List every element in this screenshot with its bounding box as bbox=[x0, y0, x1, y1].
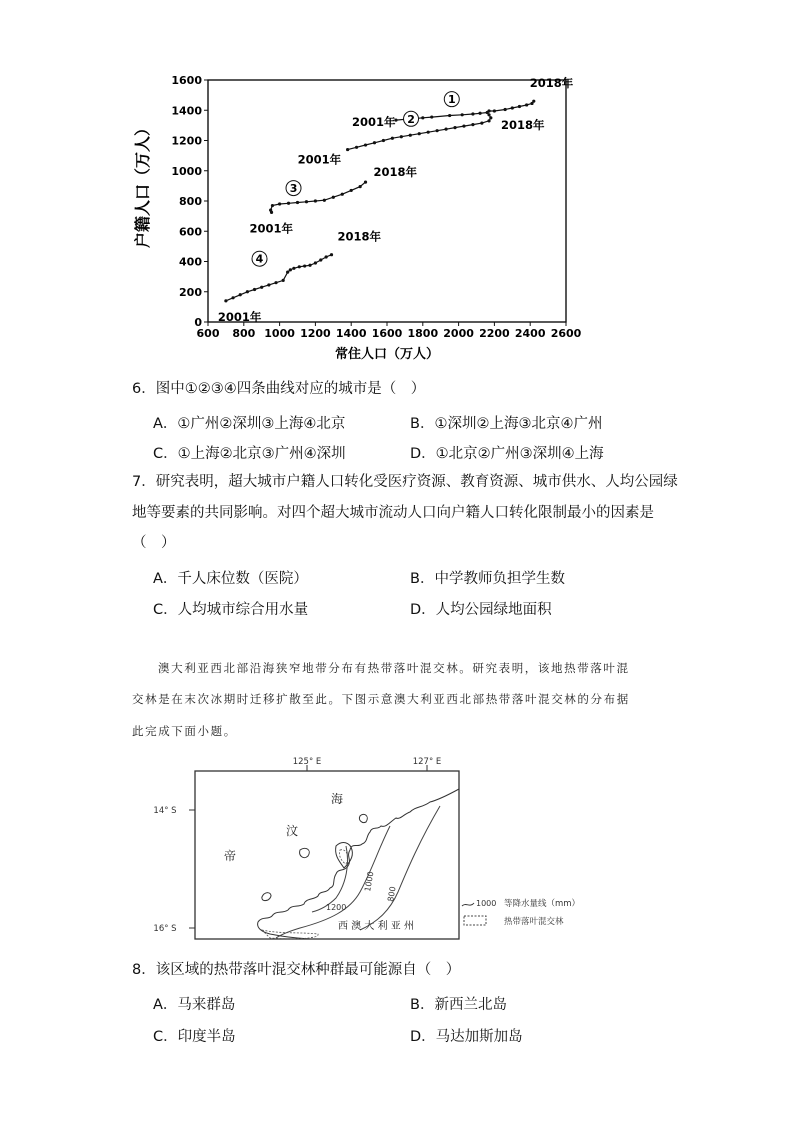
series-point-one-10 bbox=[487, 109, 490, 112]
series-point-three-7 bbox=[314, 199, 317, 202]
q7-option-d[interactable]: D．人均公园绿地面积 bbox=[410, 602, 552, 618]
q8-option-d[interactable]: D．马达加斯加岛 bbox=[410, 1029, 523, 1045]
series-point-four-15 bbox=[314, 261, 317, 264]
series-end-label-one: 2018年 bbox=[529, 76, 574, 91]
series-point-two-5 bbox=[391, 137, 394, 140]
series-point-four-7 bbox=[274, 281, 277, 284]
series-point-four-18 bbox=[330, 253, 333, 256]
legend-isohyet-text: 等降水量线（mm） bbox=[504, 899, 581, 909]
series-point-one-7 bbox=[471, 112, 474, 115]
series-point-two-11 bbox=[444, 128, 447, 131]
series-point-two-18 bbox=[487, 113, 490, 116]
passage-line1: 澳大利亚西北部沿海狭窄地带分布有热带落叶混交林。研究表明，该地热带落叶混 bbox=[158, 661, 630, 675]
coast-inlet bbox=[336, 843, 353, 868]
island-3 bbox=[359, 814, 367, 822]
series-point-one-13 bbox=[511, 106, 514, 109]
chart-series bbox=[224, 100, 535, 303]
series-point-two-14 bbox=[471, 123, 474, 126]
lon-label-2: 127° E bbox=[412, 757, 442, 767]
series-point-two-7 bbox=[409, 134, 412, 137]
q8-option-a[interactable]: A．马来群岛 bbox=[153, 997, 236, 1013]
series-point-four-1 bbox=[231, 296, 234, 299]
legend-isohyet-value: 1000 bbox=[476, 899, 497, 908]
lat-label-1: 14° S bbox=[153, 806, 177, 816]
series-point-three-6 bbox=[305, 200, 308, 203]
x-tick-label-2400: 2400 bbox=[514, 327, 546, 340]
series-name-label-one: 1 bbox=[447, 93, 456, 107]
series-point-two-3 bbox=[373, 141, 376, 144]
series-point-three-2 bbox=[271, 204, 274, 207]
series-point-two-17 bbox=[489, 116, 492, 119]
series-line-three bbox=[271, 182, 366, 212]
q8-option-b[interactable]: B．新西兰北岛 bbox=[410, 997, 507, 1013]
series-point-two-8 bbox=[418, 132, 421, 135]
x-tick-label-800: 800 bbox=[232, 327, 256, 340]
x-tick-label-2200: 2200 bbox=[479, 327, 510, 340]
y-tick-label-1000: 1000 bbox=[171, 164, 202, 178]
chart-labels bbox=[218, 76, 574, 324]
series-point-three-4 bbox=[287, 202, 290, 205]
series-end-label-three: 2018年 bbox=[373, 165, 418, 180]
series-start-label-four: 2001年 bbox=[217, 309, 262, 324]
series-point-one-12 bbox=[504, 108, 507, 111]
y-tick-label-0: 0 bbox=[194, 316, 202, 329]
passage-line2: 交林是在末次冰期时迁移扩散至此。下图示意澳大利亚西北部热带落叶混交林的分布据 bbox=[132, 692, 630, 706]
series-point-three-11 bbox=[350, 189, 353, 192]
series-point-four-2 bbox=[239, 293, 242, 296]
series-end-label-four: 2018年 bbox=[337, 229, 382, 244]
x-axis-label: 常住人口（万人） bbox=[334, 347, 440, 362]
y-tick-label-600: 600 bbox=[179, 225, 202, 239]
x-tick-label-1800: 1800 bbox=[407, 327, 439, 340]
y-tick-label-200: 200 bbox=[179, 285, 202, 299]
chart-ticks bbox=[171, 74, 581, 340]
series-point-two-1 bbox=[355, 146, 358, 149]
q7-stem-line1: 7．研究表明，超大城市户籍人口转化受医疗资源、教育资源、城市供水、人均公园绿 bbox=[132, 474, 678, 490]
x-tick-label-1600: 1600 bbox=[371, 327, 403, 340]
series-point-one-8 bbox=[478, 112, 481, 115]
series-name-label-four: 4 bbox=[255, 252, 264, 266]
series-point-two-13 bbox=[462, 125, 465, 128]
legend-forest-swatch bbox=[464, 916, 486, 925]
x-tick-label-600: 600 bbox=[196, 327, 220, 340]
y-tick-label-400: 400 bbox=[179, 255, 202, 269]
series-point-one-4 bbox=[430, 115, 433, 118]
series-point-four-3 bbox=[246, 290, 249, 293]
series-point-two-12 bbox=[453, 126, 456, 129]
y-tick-label-1200: 1200 bbox=[171, 134, 202, 148]
series-point-three-1 bbox=[269, 208, 272, 211]
q8-stem: 8．该区域的热带落叶混交林种群最可能源自（ ） bbox=[132, 962, 461, 978]
series-point-three-13 bbox=[364, 180, 367, 183]
x-tick-label-2000: 2000 bbox=[443, 327, 474, 340]
lat-label-2: 16° S bbox=[153, 924, 177, 934]
lon-label-1: 125° E bbox=[292, 757, 322, 767]
series-point-one-15 bbox=[525, 103, 528, 106]
q7-option-a[interactable]: A．千人床位数（医院） bbox=[153, 571, 308, 587]
q8-option-c[interactable]: C．印度半岛 bbox=[153, 1029, 236, 1045]
series-point-one-11 bbox=[493, 109, 496, 112]
series-point-three-12 bbox=[359, 185, 362, 188]
y-tick-label-800: 800 bbox=[179, 195, 202, 208]
q6-option-b[interactable]: B．①深圳②上海③北京④广州 bbox=[410, 416, 603, 432]
series-point-two-9 bbox=[427, 131, 430, 134]
series-point-one-3 bbox=[421, 116, 424, 119]
series-point-three-5 bbox=[296, 201, 299, 204]
series-start-label-three: 2001年 bbox=[249, 221, 294, 236]
series-point-one-6 bbox=[461, 113, 464, 116]
sea-char-3: 海 bbox=[331, 792, 344, 806]
series-point-two-15 bbox=[480, 122, 483, 125]
series-point-four-8 bbox=[282, 279, 285, 282]
series-point-two-2 bbox=[364, 143, 367, 146]
series-point-two-6 bbox=[400, 135, 403, 138]
x-tick-label-1400: 1400 bbox=[335, 327, 367, 340]
sea-char-1: 帝 bbox=[224, 849, 237, 863]
series-point-two-4 bbox=[382, 139, 385, 142]
sea-char-2: 汶 bbox=[286, 824, 299, 838]
series-point-four-17 bbox=[325, 255, 328, 258]
x-tick-label-1200: 1200 bbox=[300, 327, 331, 340]
series-point-one-17 bbox=[532, 100, 535, 103]
y-tick-label-1400: 1400 bbox=[171, 104, 202, 118]
x-tick-label-2600: 2600 bbox=[550, 327, 582, 340]
series-point-two-16 bbox=[487, 119, 490, 122]
coastline bbox=[258, 789, 459, 939]
series-point-two-0 bbox=[346, 148, 349, 151]
island-1 bbox=[300, 848, 310, 857]
series-point-three-10 bbox=[341, 193, 344, 196]
q7-option-c[interactable]: C．人均城市综合用水量 bbox=[153, 602, 309, 618]
q6-option-d[interactable]: D．①北京②广州③深圳④上海 bbox=[410, 446, 604, 462]
y-axis-label: 户籍人口（万人） bbox=[133, 119, 152, 249]
australia-nw-map bbox=[140, 752, 600, 944]
series-point-four-10 bbox=[289, 268, 292, 271]
q6-stem: 6．图中①②③④四条曲线对应的城市是（ ） bbox=[132, 381, 426, 397]
series-point-four-5 bbox=[260, 286, 263, 289]
island-2 bbox=[262, 893, 271, 901]
series-point-four-14 bbox=[308, 264, 311, 267]
q6-option-a[interactable]: A．①广州②深圳③上海④北京 bbox=[153, 416, 346, 432]
series-point-two-10 bbox=[436, 129, 439, 132]
isohyet-label-1000: 1000 bbox=[363, 870, 376, 893]
isohyet-label-800: 800 bbox=[386, 885, 398, 903]
q6-option-c[interactable]: C．①上海②北京③广州④深圳 bbox=[153, 446, 346, 462]
series-point-four-12 bbox=[298, 265, 301, 268]
series-point-four-0 bbox=[224, 299, 227, 302]
legend-isohyet-line bbox=[462, 903, 474, 906]
series-point-one-5 bbox=[448, 114, 451, 117]
series-start-label-one: 2001年 bbox=[351, 115, 396, 130]
series-point-four-9 bbox=[286, 270, 289, 273]
series-point-three-3 bbox=[278, 202, 281, 205]
series-point-four-13 bbox=[303, 264, 306, 267]
legend-forest-text: 热带落叶混交林 bbox=[504, 917, 564, 927]
x-tick-label-1000: 1000 bbox=[264, 327, 295, 340]
series-point-four-11 bbox=[292, 267, 295, 270]
population-chart bbox=[120, 70, 590, 370]
passage-line3: 此完成下面小题。 bbox=[132, 724, 237, 738]
series-end-label-two: 2018年 bbox=[501, 117, 545, 132]
series-point-one-14 bbox=[518, 105, 521, 108]
series-point-four-4 bbox=[253, 288, 256, 291]
q7-option-b[interactable]: B．中学教师负担学生数 bbox=[410, 571, 565, 587]
series-start-label-two: 2001年 bbox=[297, 152, 342, 167]
q7-stem-line2: 地等要素的共同影响。对四个超大城市流动人口向户籍人口转化限制最小的因素是 bbox=[132, 505, 654, 521]
series-point-four-16 bbox=[319, 258, 322, 261]
y-tick-label-1600: 1600 bbox=[171, 74, 202, 87]
forest-patch-1 bbox=[339, 850, 347, 864]
series-point-four-6 bbox=[267, 283, 270, 286]
series-name-label-three: 3 bbox=[289, 182, 298, 196]
series-point-three-8 bbox=[323, 199, 326, 202]
region-label: 西 澳 大 利 亚 州 bbox=[338, 921, 414, 932]
series-point-three-9 bbox=[332, 196, 335, 199]
isohyet-label-1200: 1200 bbox=[326, 903, 347, 912]
series-name-label-two: 2 bbox=[407, 112, 415, 126]
q7-stem-line3: （ ） bbox=[132, 535, 176, 551]
